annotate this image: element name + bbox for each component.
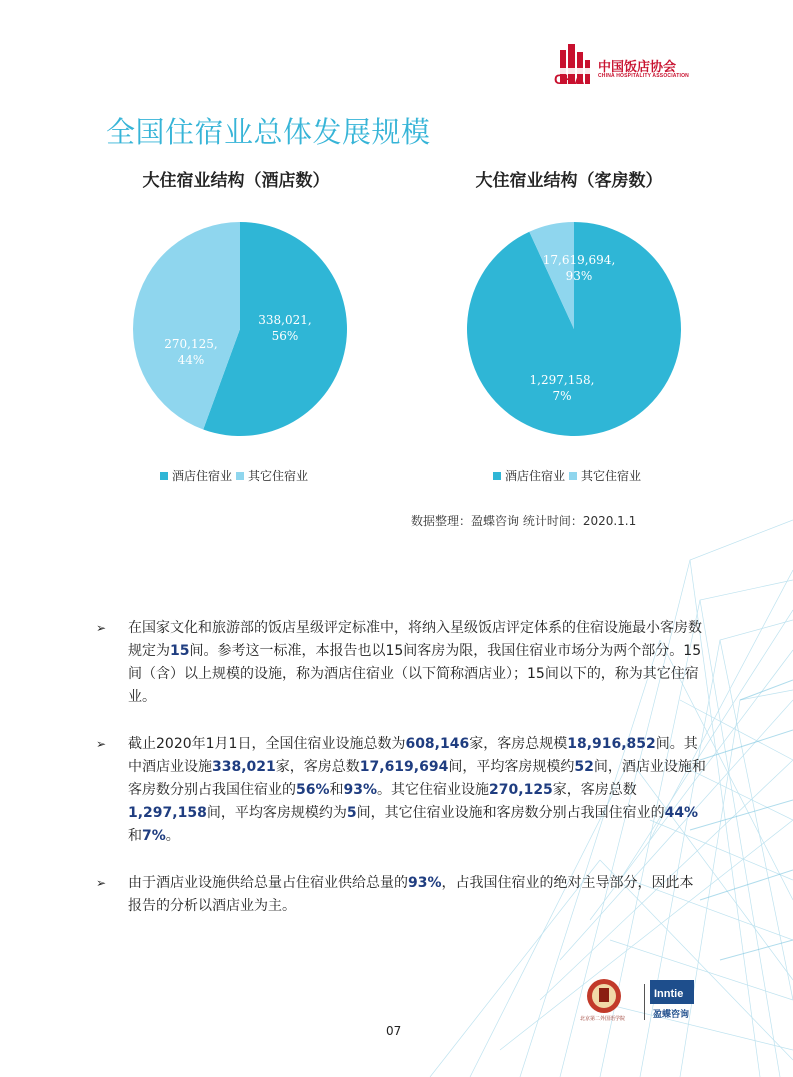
legend-item-hotel xyxy=(493,467,565,484)
chart1-legend xyxy=(160,467,312,484)
arrow-bullet-icon: ➢ xyxy=(96,876,107,890)
highlight-figure: 93% xyxy=(408,875,442,891)
pie-data-label: 1,297,158, xyxy=(529,373,595,387)
data-source-note: 数据整理：盈蝶咨询 统计时间：2020.1.1 xyxy=(411,514,637,528)
bullet-paragraph-2 xyxy=(96,733,706,848)
legend-label: 酒店住宿业 xyxy=(505,469,566,483)
pie-data-label: 7% xyxy=(552,389,572,403)
paragraph-text: 间，平均客房规模约为 xyxy=(206,805,347,821)
paragraph-text: 间。参考这一标准，本报告也以15间客房为限，我国住宿业市场分为两个部分。15间（含）以上规模的设施，称为酒店住宿业（以下简称酒店业）；15间以下的，称为其它住宿业。 xyxy=(128,643,702,705)
legend-item-hotel xyxy=(160,467,232,484)
pie-data-label: 270,125, xyxy=(164,337,218,351)
bullet-paragraph-1 xyxy=(96,617,706,709)
highlight-figure: 1,297,158 xyxy=(128,805,207,821)
legend-swatch xyxy=(569,472,577,480)
arrow-bullet-icon: ➢ xyxy=(96,621,107,635)
paragraph-text: ，占我国住宿业的绝对主导部分，因此本报告的分析以酒店业为主。 xyxy=(128,875,694,914)
page-title: 全国住宿业总体发展规模 xyxy=(106,115,431,149)
paragraph-text: 家，客房总规模 xyxy=(469,736,568,752)
chart1-title: 大住宿业结构（酒店数） xyxy=(142,171,330,191)
bisu-school-logo xyxy=(580,976,642,1024)
pie-chart-room-count xyxy=(459,214,689,444)
arrow-bullet-icon: ➢ xyxy=(96,737,107,751)
paragraph-text: 间，其它住宿业设施和客房数分别占我国住宿业的 xyxy=(356,805,665,821)
legend-label: 其它住宿业 xyxy=(248,469,309,483)
legend-swatch xyxy=(236,472,244,480)
paragraph-text: 和 xyxy=(329,782,344,798)
svg-text:北京第二外国语学院: 北京第二外国语学院 xyxy=(580,1016,626,1022)
highlight-figure: 608,146 xyxy=(405,736,470,752)
bullet-list xyxy=(96,617,706,942)
highlight-figure: 93% xyxy=(343,782,378,798)
highlight-figure: 18,916,852 xyxy=(567,736,656,752)
svg-text:盈蝶咨询: 盈蝶咨询 xyxy=(653,1010,690,1020)
pie-data-label: 17,619,694, xyxy=(542,253,616,267)
paragraph-text: 由于酒店业设施供给总量占住宿业供给总量的 xyxy=(128,875,408,891)
highlight-figure: 44% xyxy=(664,805,699,821)
legend-item-other xyxy=(569,467,641,484)
pie-data-label: 338,021, xyxy=(258,313,312,327)
pie-data-label: 93% xyxy=(565,269,593,283)
chart2-legend xyxy=(493,467,645,484)
paragraph-text: 截止2020年1月1日，全国住宿业设施总数为 xyxy=(128,736,406,752)
logo-chinese-name: 中国饭店协会 xyxy=(598,60,677,75)
footer-divider xyxy=(644,984,645,1020)
paragraph-text: 间。其中酒店业设施 xyxy=(128,736,698,775)
legend-label: 其它住宿业 xyxy=(581,469,642,483)
bullet-paragraph-3 xyxy=(96,872,706,918)
highlight-figure: 7% xyxy=(142,828,166,844)
page-number: 07 xyxy=(386,1024,402,1038)
paragraph-text: 家，客房总数 xyxy=(552,782,637,798)
chart2-title: 大住宿业结构（客房数） xyxy=(475,171,663,191)
paragraph-text: 和 xyxy=(128,828,142,844)
logo-english-name: CHINA HOSPITALITY ASSOCIATION xyxy=(598,73,689,79)
highlight-figure: 17,619,694 xyxy=(359,759,449,775)
pie-chart-hotel-count xyxy=(125,214,355,444)
highlight-figure: 5 xyxy=(346,805,357,821)
paragraph-text: 。 xyxy=(165,828,180,844)
paragraph-text: 。其它住宿业设施 xyxy=(377,782,490,798)
pie-data-label: 56% xyxy=(271,329,299,343)
inntie-consulting-logo xyxy=(650,980,694,1022)
highlight-figure: 56% xyxy=(296,782,330,798)
paragraph-text: 在国家文化和旅游部的饭店星级评定标准中，将纳入星级饭店评定体系的住宿设施最小客房数规定为 xyxy=(128,620,702,659)
paragraph-text: 间，平均客房规模约 xyxy=(448,759,575,775)
svg-text:CHA: CHA xyxy=(554,71,585,87)
highlight-figure: 15 xyxy=(170,643,190,659)
paragraph-text: 家，客房总数 xyxy=(275,759,360,775)
pie-data-label: 44% xyxy=(177,353,205,367)
legend-item-other xyxy=(236,467,308,484)
legend-swatch xyxy=(160,472,168,480)
highlight-figure: 338,021 xyxy=(212,759,276,775)
highlight-figure: 52 xyxy=(574,759,594,775)
svg-text:Inntie: Inntie xyxy=(654,988,684,1000)
legend-swatch xyxy=(493,472,501,480)
highlight-figure: 270,125 xyxy=(489,782,553,798)
legend-label: 酒店住宿业 xyxy=(172,469,233,483)
paragraph-text: 间，酒店业设施和客房数分别占我国住宿业的 xyxy=(128,759,706,798)
